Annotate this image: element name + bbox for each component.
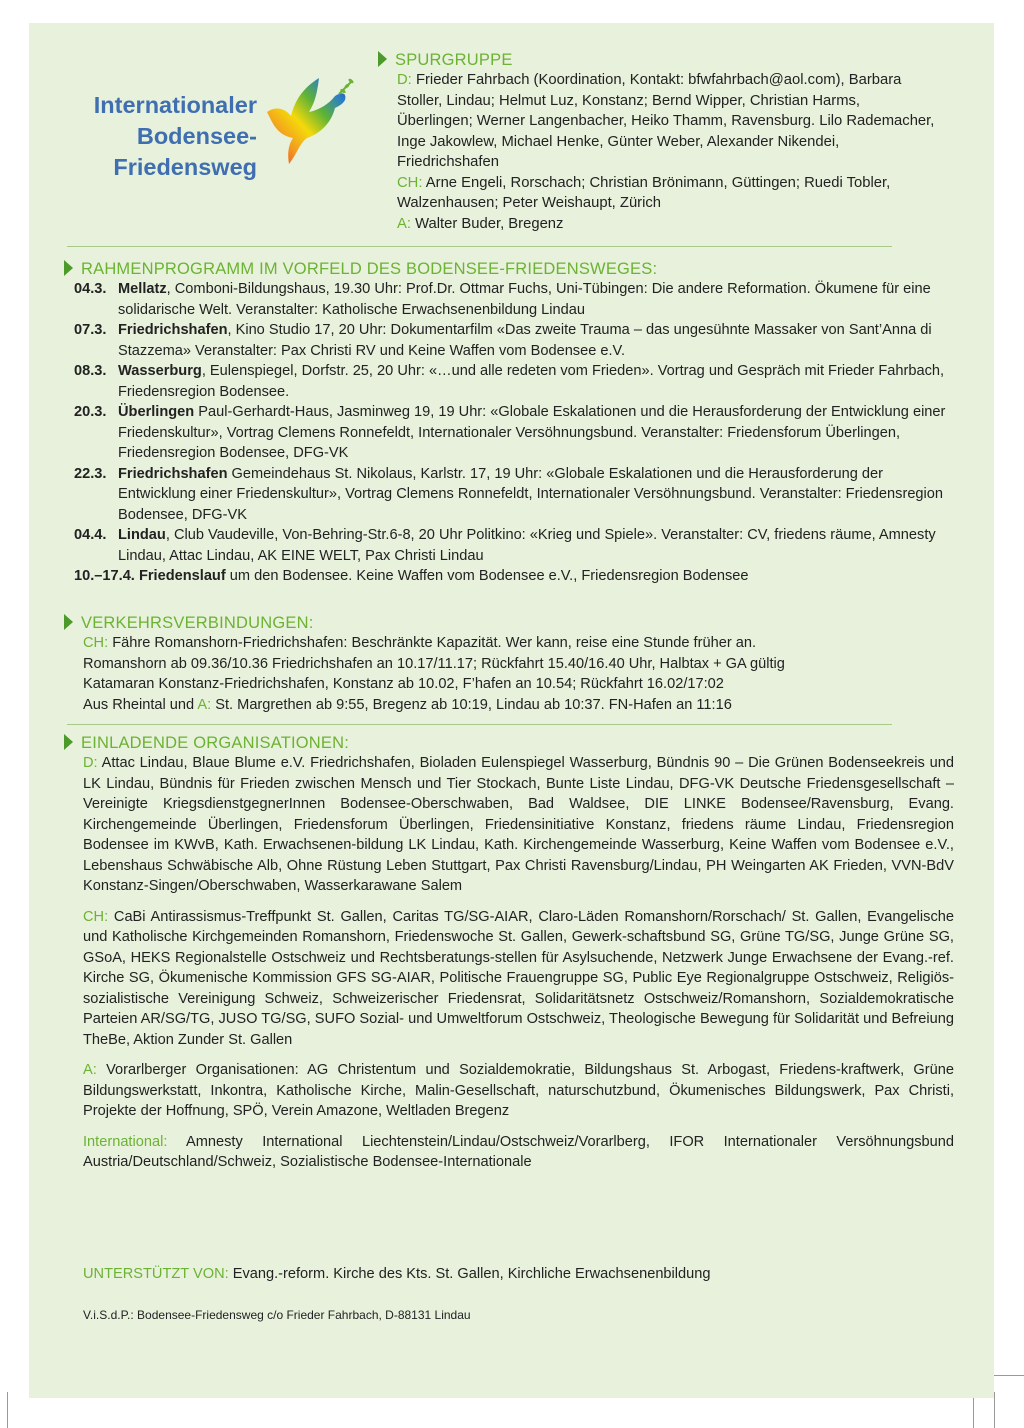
crop-mark [7,1392,8,1428]
logo-line-1: Internationaler [93,92,257,118]
section-organisationen [64,734,954,1173]
arrow-marker-icon [378,51,387,67]
section-spurgruppe [378,51,938,234]
rainbow-dove-icon [259,70,359,170]
arrow-marker-icon [64,260,73,276]
list-item: 04.4. Lindau, Club Vaudeville, Von-Behring-Str.6-8, 20 Uhr Politkino: «Krieg und Spiele». Veranstalter: CV, friedens räume, Amnesty Lindau, Attac Lindau, AK EINE WELT, Pax Christi Lindau [74,527,936,564]
crop-mark [994,1375,1024,1376]
list-item: 08.3. Wasserburg, Eulenspiegel, Dorfstr. 25, 20 Uhr: «…und alle redeten vom Frieden». Vortrag und Gespräch mit Frieder Fahrbach, Friedensregion Bodensee. [74,363,945,400]
list-item: 10.–17.4. Friedenslauf um den Bodensee. Keine Waffen vom Bodensee e.V., Friedensregion Bodensee [74,568,749,584]
orgs-text: D: Attac Lindau, Blaue Blume e.V. Friedrichshafen, Bioladen Eulenspiegel Wasserburg, Bündnis 90 – Die Grünen Bodenseekreis und LK Lindau, Bündnis für Frieden zwischen Mensch und Tier Stockach, Bunte Liste Lindau, DFG-VK Deutsche Friedensgesellschaft – Vereinigte KriegsdienstgegnerInnen Bodensee-Oberschwaben, Bad Waldsee, DIE LINKE Bodensee/Ravensburg, Evang. Kirchengemeinde Überlingen, Friedensforum Überlingen, Friedensinitiative Konstanz, friedens räume Lindau, Friedensregion Bodensee im KWvB, Kath. Erwachsenen-bildung LK Lindau, Kath. Kirchengemeinde Wasserburg, Keine Waffen vom Bodensee e.V., Lebenshaus Schwäbische Alb, Ohne Rüstung Leben Stuttgart, Pax Christi Ravensburg/Lindau, PH Weingarten AK Frieden, VVN-BdV Konstanz-Singen/Oberschwaben, Wasserkarawane Salem CH: CaBi Antirassismus-Treffpunkt St. Gallen, Caritas TG/SG-AIAR, Claro-Läden Romanshorn/Rorschach/ St. Gallen, Evangelische und Katholische Kirchgemeinden Romanshorn, Friedenswoche St. Gallen, Gewerk-schaftsbund SG, Grüne TG/SG, Junge Grüne SG, GSoA, HEKS Regionalstelle Ostschweiz und Rechtsberatungs-stellen für Asylsuchende, Netzwerk Junge Erwachsene der Evang.-ref. Kirche SG, Ökumenische Kommission GFS SG-AIAR, Politische Frauengruppe SG, Public Eye Regionalgruppe Ostschweiz, Religiös-sozialistische Vereinigung Schweiz, Schweizerischer Friedensrat, Solidaritätsnetz Ostschweiz/Romanshorn, Sozialdemokratische Parteien AR/SG/TG, JUSO TG/SG, SUFO Sozial- und Umweltforum Ostschweiz, Theologische Bewegung für Solidarität und Befreiung TheBe, Aktion Zunder St. Gallen A: Vorarlberger Organisationen: AG Christentum und Sozialdemokratie, Bildungshaus St. Arbogast, Friedens-kraftwerk, Grüne Bildungswerkstatt, Inkontra, Katholische Kirche, Malin-Gesellschaft, naturschutzbund, Ökumenisches Bildungswerk, Pax Christi, Projekte der Hoffnung, SPÖ, Verein Amazone, Weltladen Bregenz International: Amnesty International Liechtenstein/Lindau/Ostschweiz/Vorarlberg, IFOR Internationaler Versöhnungsbund Austria/Deutschland/Schweiz, Sozialistische Bodensee-Internationale [83,755,955,1170]
list-item: 22.3. Friedrichshafen Gemeindehaus St. Nikolaus, Karlstr. 17, 19 Uhr: «Globale Eskalationen und die Herausforderung der Entwicklung einer Friedenskultur», Vortrag Clemens Ronnefeldt, Internationaler Versöhnungsbund. Veranstalter: Friedensregion Bodensee, DFG-VK [74,465,944,523]
divider [67,246,892,247]
list-item: 07.3. Friedrichshafen, Kino Studio 17, 20 Uhr: Dokumentarfilm «Das zweite Trauma – das ungesühnte Massaker von Sant’Anna di Stazzema» Veranstalter: Pax Christi RV und Keine Waffen vom Bodensee e.V. [74,322,932,359]
list-item: 20.3. Überlingen Paul-Gerhardt-Haus, Jasminweg 19, 19 Uhr: «Globale Eskalationen und die Herausforderung der Entwicklung einer Friedenskultur», Vortrag Clemens Ronnefeldt, Internationaler Versöhnungsbund. Veranstalter: Friedensforum Überlingen, Friedensregion Bodensee, DFG-VK [74,404,946,461]
verkehr-text: CH: Fähre Romanshorn-Friedrichshafen: Beschränkte Kapazität. Wer kann, reise eine Stunde früher an. Romanshorn ab 09.36/10.36 Friedrichshafen an 10.17/11.17; Rückfahrt 15.40/16.40 Uhr, Halbtax + GA gültig Katamaran Konstanz-Friedrichshafen, Konstanz ab 10.02, F’hafen an 10.54; Rückfahrt 16.02/17:02 Aus Rheintal und A: St. Margrethen ab 9:55, Bregenz ab 10:19, Lindau ab 10:37. FN-Hafen an 11:16 [83,635,785,713]
logo [69,70,369,200]
flyer-page [29,23,994,1398]
supported-by: UNTERSTÜTZT VON: Evang.-reform. Kirche des Kts. St. Gallen, Kirchliche Erwachsenenbildung [83,1266,711,1282]
spurgruppe-text: D: Frieder Fahrbach (Koordination, Kontakt: bfwfahrbach@aol.com), Barbara Stoller, Lindau; Helmut Luz, Konstanz; Bernd Wipper, Christian Harms, Überlingen; Werner Langenbacher, Heiko Thamm, Ravensburg. Lilo Rademacher, Inge Jakowlew, Michael Henke, Günter Weber, Alexander Nikendei, Friedrichshafen CH: Arne Engeli, Rorschach; Christian Brönimann, Güttingen; Ruedi Tobler, Walzenhausen; Peter Weishaupt, Zürich A: Walter Buder, Bregenz [397,72,935,232]
event-list [74,279,964,587]
arrow-marker-icon [64,734,73,750]
section-title: EINLADENDE ORGANISATIONEN: [64,734,954,753]
logo-line-2: Bodensee- [136,123,257,149]
imprint: V.i.S.d.P.: Bodensee-Friedensweg c/o Frieder Fahrbach, D-88131 Lindau [83,1308,471,1322]
divider [67,724,892,725]
logo-text [69,90,257,183]
section-title: RAHMENPROGRAMM IM VORFELD DES BODENSEE-FRIEDENSWEGES: [64,260,964,279]
section-verkehr [64,614,964,715]
section-title: SPURGRUPPE [378,51,938,70]
section-title: VERKEHRSVERBINDUNGEN: [64,614,964,633]
crop-mark [994,1392,995,1428]
logo-line-3: Friedensweg [113,154,257,180]
arrow-marker-icon [64,614,73,630]
section-rahmenprogramm [64,260,964,587]
list-item: 04.3. Mellatz, Comboni-Bildungshaus, 19.30 Uhr: Prof.Dr. Ottmar Fuchs, Uni-Tübingen: Die andere Reformation. Ökumene für eine solidarische Welt. Veranstalter: Katholische Erwachsenenbildung Lindau [74,281,931,318]
